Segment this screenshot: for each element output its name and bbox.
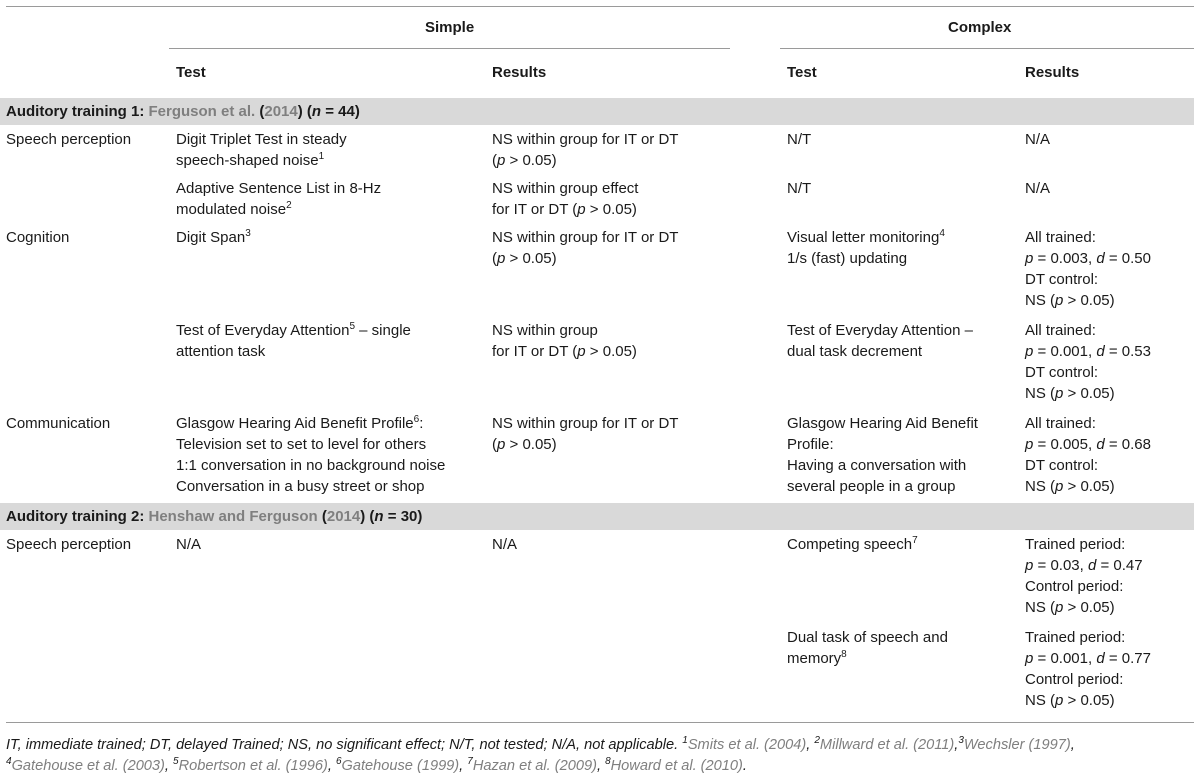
citation-year-link[interactable]: 2014 (326, 508, 361, 525)
complex-results-cell: All trained: p = 0.005, d = 0.68 DT control: NS (p > 0.05) (1025, 415, 1151, 495)
reference-link[interactable]: Millward et al. (2011) (819, 737, 955, 753)
complex-test-cell: Dual task of speech and memory$^8$ (787, 629, 948, 667)
header-simple: Simple (425, 19, 475, 36)
simple-test-cell: Glasgow Hearing Aid Benefit Profile$^6$: Television set to set to level for others 1:1 conversation in no background noise Conversation in a busy street or shop (176, 414, 446, 495)
citation-link[interactable]: Henshaw and Ferguson (148, 508, 318, 525)
header-complex: Complex (948, 19, 1012, 36)
simple-test-cell: Test of Everyday Attention$^5$ – single attention task (176, 321, 411, 360)
section-title-1: Auditory training 1: Ferguson et al. (2014) (n = 44) (6, 103, 360, 120)
complex-results-cell: N/A (1025, 180, 1051, 197)
reference-link[interactable]: Gatehouse et al. (2003) (11, 758, 165, 774)
reference-link[interactable]: Smits et al. (2004) (687, 737, 807, 753)
citation-year-link[interactable]: 2014 (264, 103, 298, 120)
reference-link[interactable]: Hazan et al. (2009) (472, 758, 597, 774)
complex-results-cell: Trained period: p = 0.001, d = 0.77 Control period: NS (p > 0.05) (1025, 629, 1151, 709)
section-title-2: Auditory training 2: Henshaw and Ferguson (2014) (n = 30) (6, 508, 423, 525)
table-footnote: IT, immediate trained; DT, delayed Trained; NS, no significant effect; N/T, not tested; N/A, not applicable. $^1$Smits et al. (2004), $^2$Millward et al. (2011),$^3$Wechsler (1997), $^4$Gatehouse et al. (2003), $^5$Robertson et al. (1996), $^6$Gatehouse (1999), $^7$Hazan et al. (2009), $^8$Howard et al. (2010). (6, 735, 1075, 774)
header-complex-results: Results (1025, 64, 1080, 81)
header-simple-results: Results (492, 64, 547, 81)
header-complex-test: Test (787, 64, 817, 81)
section-band-1 (0, 98, 1194, 125)
simple-results-cell: NS within group effect for IT or DT (p > 0.05) (492, 180, 639, 218)
simple-test-cell: Digit Triplet Test in steady speech-shaped noise$^1$ (176, 131, 347, 169)
row-label-speech-perception: Speech perception (6, 536, 132, 553)
complex-test-cell: N/T (787, 131, 812, 148)
citation-link[interactable]: Ferguson et al. (148, 103, 256, 120)
reference-link[interactable]: Howard et al. (2010) (610, 758, 743, 774)
simple-results-cell: NS within group for IT or DT (p > 0.05) (492, 322, 637, 360)
row-label-cognition: Cognition (6, 229, 70, 246)
simple-results-cell: NS within group for IT or DT (p > 0.05) (492, 415, 679, 453)
complex-test-cell: N/T (787, 180, 812, 197)
simple-results-cell: N/A (492, 536, 518, 553)
row-label-speech-perception: Speech perception (6, 131, 132, 148)
complex-test-cell: Test of Everyday Attention – dual task decrement (787, 322, 973, 360)
section-band-2 (0, 503, 1194, 530)
complex-rule (780, 48, 1194, 49)
simple-rule (169, 48, 730, 49)
row-label-communication: Communication (6, 415, 111, 432)
simple-results-cell: NS within group for IT or DT (p > 0.05) (492, 131, 679, 169)
header-simple-test: Test (176, 64, 206, 81)
simple-test-cell: Adaptive Sentence List in 8-Hz modulated noise$^2$ (176, 180, 382, 218)
reference-link[interactable]: Gatehouse (1999) (341, 758, 460, 774)
reference-link[interactable]: Wechsler (1997) (963, 737, 1071, 753)
complex-test-cell: Visual letter monitoring$^4$ 1/s (fast) updating (787, 228, 945, 267)
complex-test-cell: Competing speech$^7$ (787, 535, 918, 553)
reference-link[interactable]: Robertson et al. (1996) (178, 758, 328, 774)
simple-test-cell: Digit Span$^3$ (176, 228, 251, 246)
simple-results-cell: NS within group for IT or DT (p > 0.05) (492, 229, 679, 267)
complex-results-cell: All trained: p = 0.001, d = 0.53 DT control: NS (p > 0.05) (1025, 322, 1151, 402)
top-rule (6, 6, 1194, 7)
simple-test-cell: N/A (176, 536, 202, 553)
complex-results-cell: All trained: p = 0.003, d = 0.50 DT control: NS (p > 0.05) (1025, 229, 1151, 309)
complex-results-cell: Trained period: p = 0.03, d = 0.47 Control period: NS (p > 0.05) (1025, 536, 1143, 616)
complex-test-cell: Glasgow Hearing Aid Benefit Profile: Having a conversation with several people in a group (787, 415, 978, 495)
complex-results-cell: N/A (1025, 131, 1051, 148)
bottom-rule (6, 722, 1194, 723)
